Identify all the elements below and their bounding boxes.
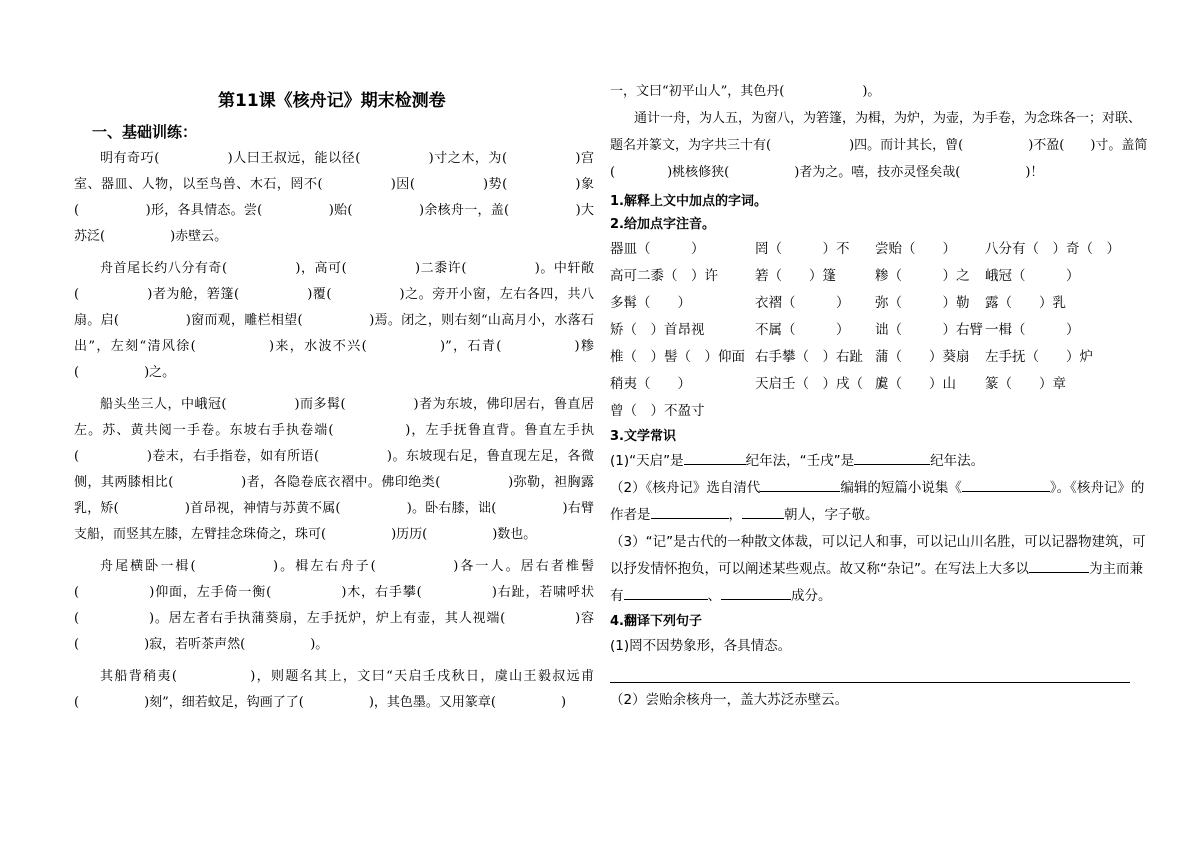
- answer-blank[interactable]: [721, 584, 791, 600]
- pinyin-item: 椎（ ）髻（ ）仰面: [610, 349, 745, 365]
- question-3: 3.文学常识: [610, 429, 676, 444]
- answer-blank[interactable]: [962, 476, 1050, 492]
- literature-item-2: （2）《核舟记》选自清代 编辑的短篇小说集《 》。《核舟记》的作者是 ， 朝人，字子敬。: [610, 475, 1150, 529]
- pinyin-item: 峨冠（ ）: [985, 268, 1080, 284]
- pinyin-row: [610, 236, 1150, 263]
- pinyin-item: 高可二黍（ ）许: [610, 268, 718, 284]
- literature-item-1: (1)“天启”是 纪年法，“壬戌”是 纪年法。: [610, 448, 1150, 475]
- passage-paragraph-5: 其船背稍夷( )，则题名其上，文曰“天启壬戌秋日，虞山王毅叔远甫( )刻”，细若蚊足，钩画了了( )，其色墨。又用篆章( ): [74, 669, 594, 710]
- pinyin-item: 八分有（ ）奇（ ）: [985, 241, 1120, 257]
- pinyin-item: 曾（ ）不盈寸: [610, 403, 705, 419]
- passage-text: [74, 146, 594, 722]
- pinyin-item: 多髯（ ）: [610, 295, 691, 311]
- translation-item-2: （2）尝贻余核舟一，盖大苏泛赤壁云。: [610, 692, 849, 708]
- passage-continued-1: 一，文曰“初平山人”，其色丹( )。: [610, 84, 881, 99]
- passage-paragraph-3: 船头坐三人，中峨冠( )而多髯( )者为东坡，佛印居右，鲁直居左。苏、黄共阅一手卷。东坡右手执卷端( )，左手抚鲁直背。鲁直左手执( )卷末，右手指卷，如有所语( )。东坡现右足，鲁直现左足，各微侧，其两膝相比( )者，各隐卷底衣褶中。佛印绝类( )弥勒，袒胸露乳，矫( )首昂视，神情与苏黄不属( )。卧右膝，诎( )右臂支船，而竖其左膝，左臂挂念珠倚之，珠可( )历历( )数也。: [74, 397, 594, 542]
- passage-paragraph-1: 明有奇巧( )人曰王叔远，能以径( )寸之木，为( )宫室、器皿、人物，以至鸟兽、木石，罔不( )因( )势( )象( )形，各具情态。尝( )贻( )余核舟一，盖( )大苏泛( )赤壁云。: [74, 151, 594, 244]
- passage-paragraph-4: 舟尾横卧一楫( )。楫左右舟子( )各一人。居右者椎髻( )仰面，左手倚一衡( )木，右手攀( )右趾，若啸呼状( )。居左者右手执蒲葵扇，左手抚炉，炉上有壶，其人视端( )容( )寂，若听茶声然( )。: [74, 559, 594, 652]
- pinyin-item: 露（ ）乳: [985, 295, 1066, 311]
- pinyin-item: 篆（ ）章: [985, 376, 1066, 392]
- pinyin-row: [610, 344, 1150, 371]
- question-1: 1.解释上文中加点的字词。: [610, 194, 767, 209]
- answer-blank[interactable]: [684, 449, 746, 465]
- translation-item-1: (1)罔不因势象形，各具情态。: [610, 638, 792, 654]
- pinyin-item: 蒲（ ）葵扇: [875, 349, 970, 365]
- question-4: 4.翻译下列句子: [610, 614, 702, 629]
- pinyin-item: 罔（ ）不: [755, 241, 850, 257]
- pinyin-item: 稍夷（ ）: [610, 376, 691, 392]
- literature-item-3: （3）“记”是古代的一种散文体裁，可以记人和事，可以记山川名胜，可以记器物建筑，可以抒发情怀抱负，可以阐述某些观点。故又称“杂记”。在写法上大多以 为主而兼有 、 成分。: [610, 534, 1146, 604]
- pinyin-item: 右手攀（ ）右趾: [755, 349, 863, 365]
- question-2: 2.给加点字注音。: [610, 217, 715, 232]
- pinyin-item: 天启壬（ ）戌（ ）: [755, 376, 890, 392]
- passage-continued-2: 通计一舟，为人五，为窗八，为箬篷，为楫，为炉，为壶，为手卷，为念珠各一；对联、题名并篆文，为字共三十有( )四。而计其长，曾( )不盈( )寸。盖简( )桃核修狭( )者为之。嘻，技亦灵怪矣哉( )！: [610, 111, 1148, 180]
- page-title: 第11课《核舟记》期末检测卷: [218, 91, 446, 111]
- pinyin-row: [610, 371, 1150, 398]
- pinyin-row: [610, 263, 1150, 290]
- pinyin-item: 器皿（ ）: [610, 241, 705, 257]
- pinyin-item: 不属（ ）: [755, 322, 850, 338]
- answer-blank[interactable]: [1029, 557, 1089, 573]
- pinyin-item: 左手抚（ ）炉: [985, 349, 1093, 365]
- pinyin-item: 一楫（ ）: [985, 322, 1080, 338]
- pinyin-table: [610, 236, 1150, 425]
- pinyin-item: 矫（ ）首昂视: [610, 322, 705, 338]
- pinyin-item: 虞（ ）山: [875, 376, 956, 392]
- pinyin-row: [610, 398, 1150, 425]
- pinyin-item: 箬（ ）篷: [755, 268, 836, 284]
- pinyin-item: 尝贻（ ）: [875, 241, 956, 257]
- answer-blank[interactable]: [742, 503, 784, 519]
- answer-blank[interactable]: [651, 503, 729, 519]
- pinyin-item: 衣褶（ ）: [755, 295, 850, 311]
- pinyin-item: 诎（ ）右臂: [875, 322, 983, 338]
- answer-blank[interactable]: [624, 584, 708, 600]
- right-content: [610, 78, 1150, 714]
- pinyin-item: 弥（ ）勒: [875, 295, 970, 311]
- passage-paragraph-2: 舟首尾长约八分有奇( )，高可( )二黍许( )。中轩敞( )者为舱，箬篷( )覆( )之。旁开小窗，左右各四，共八扇。启( )窗而观，雕栏相望( )焉。闭之，则右刻“山高月小，水落石出”，左刻“清风徐( )来，水波不兴( )”，石青( )糁( )之。: [74, 261, 594, 380]
- answer-blank[interactable]: [760, 476, 840, 492]
- answer-blank[interactable]: [854, 449, 930, 465]
- section-heading: 一、基础训练：: [92, 123, 198, 141]
- pinyin-row: [610, 317, 1150, 344]
- pinyin-row: [610, 290, 1150, 317]
- answer-line[interactable]: [610, 660, 1130, 683]
- pinyin-item: 糁（ ）之: [875, 268, 970, 284]
